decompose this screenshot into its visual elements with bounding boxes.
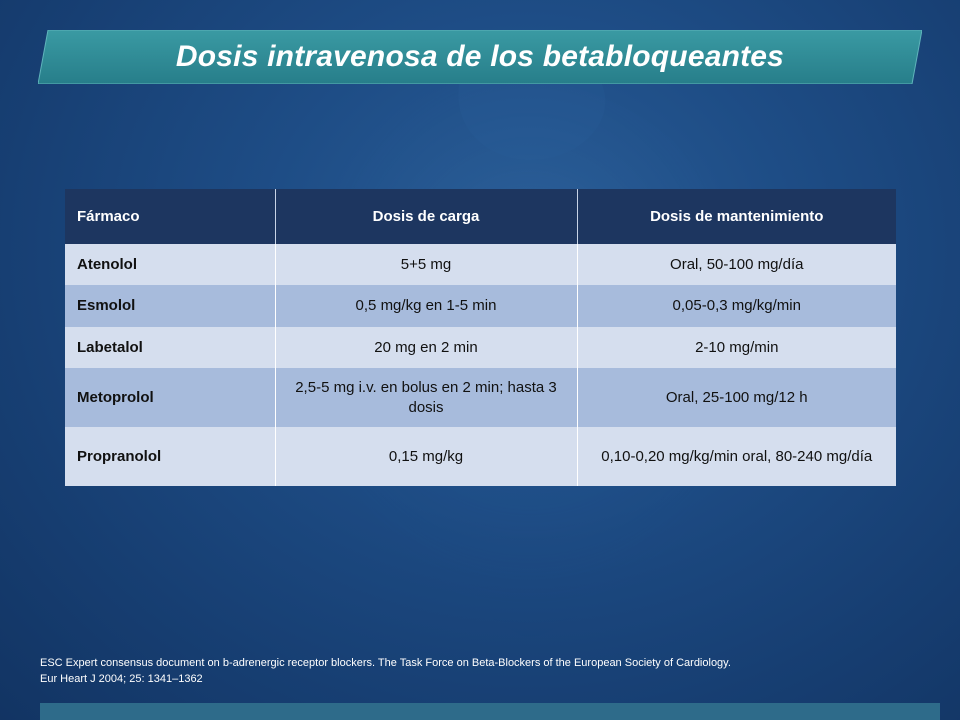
loading-dose-cell: 0,5 mg/kg en 1-5 min <box>275 285 577 327</box>
reference-footnote <box>40 655 920 687</box>
drug-cell: Metoprolol <box>65 368 275 427</box>
drug-cell: Atenolol <box>65 244 275 285</box>
loading-dose-cell: 5+5 mg <box>275 244 577 285</box>
table-row <box>65 244 896 285</box>
maintenance-dose-cell: 2-10 mg/min <box>577 327 896 368</box>
header-farmaco: Fármaco <box>65 189 275 244</box>
maintenance-dose-cell: Oral, 50-100 mg/día <box>577 244 896 285</box>
slide-title: Dosis intravenosa de los betabloqueantes <box>175 40 785 73</box>
dosage-table <box>65 189 896 486</box>
bottom-accent-bar <box>40 703 940 720</box>
footnote-line-2: Eur Heart J 2004; 25: 1341–1362 <box>40 673 203 685</box>
header-dosis-mantenimiento: Dosis de mantenimiento <box>577 189 896 244</box>
maintenance-dose-cell: 0,10-0,20 mg/kg/min oral, 80-240 mg/día <box>577 427 896 486</box>
header-dosis-carga: Dosis de carga <box>275 189 577 244</box>
table-row <box>65 368 896 427</box>
table-row <box>65 285 896 327</box>
dosage-table-container <box>65 189 896 486</box>
drug-cell: Propranolol <box>65 427 275 486</box>
maintenance-dose-cell: 0,05-0,3 mg/kg/min <box>577 285 896 327</box>
table-header-row <box>65 189 896 244</box>
loading-dose-cell: 20 mg en 2 min <box>275 327 577 368</box>
drug-cell: Labetalol <box>65 327 275 368</box>
drug-cell: Esmolol <box>65 285 275 327</box>
title-banner <box>38 30 922 84</box>
maintenance-dose-cell: Oral, 25-100 mg/12 h <box>577 368 896 427</box>
loading-dose-cell: 2,5-5 mg i.v. en bolus en 2 min; hasta 3 dosis <box>275 368 577 427</box>
footnote-line-1: ESC Expert consensus document on b-adrenergic receptor blockers. The Task Force on Beta-Blockers of the European Society of Cardiology. <box>40 657 731 669</box>
table-row <box>65 427 896 486</box>
loading-dose-cell: 0,15 mg/kg <box>275 427 577 486</box>
table-row <box>65 327 896 368</box>
